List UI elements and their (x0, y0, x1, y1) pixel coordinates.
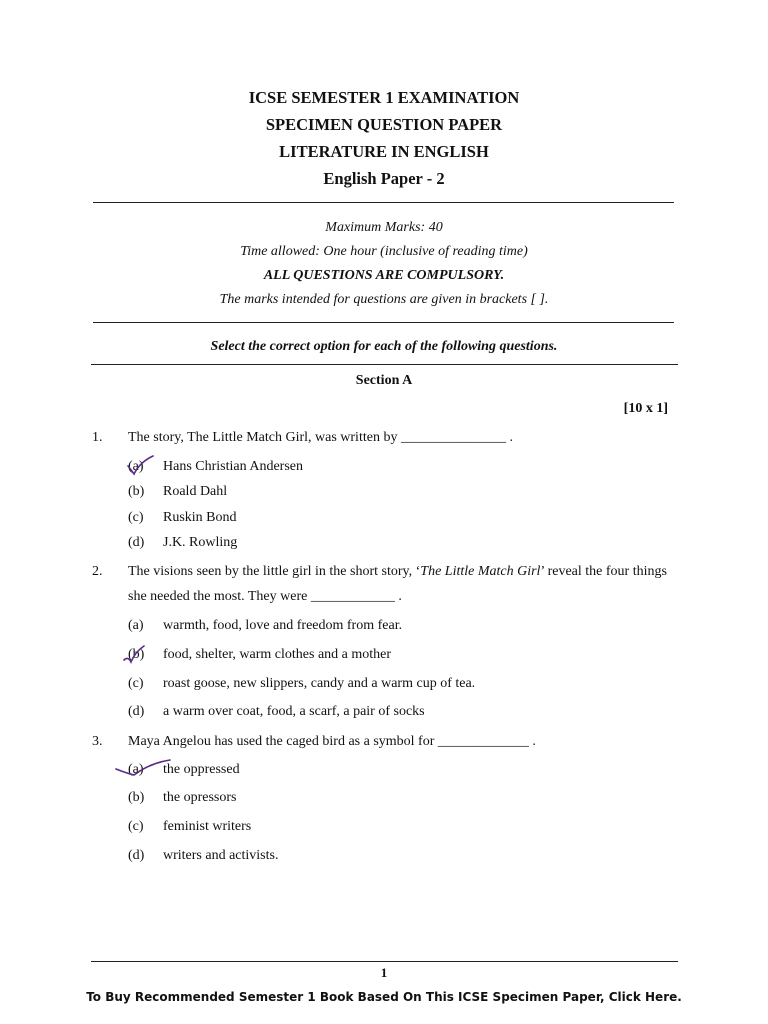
question-number: 1. (92, 430, 103, 445)
option-text: Hans Christian Andersen (163, 459, 303, 474)
option-label: (a) (128, 618, 144, 633)
question-number: 3. (92, 734, 103, 749)
option-text: a warm over coat, food, a scarf, a pair of socks (163, 704, 425, 719)
option-label: (a) (128, 459, 144, 474)
page-number: 1 (380, 965, 388, 980)
max-marks: Maximum Marks: 40 (325, 220, 443, 235)
option-label: (d) (128, 704, 145, 719)
option-label: (b) (128, 647, 145, 662)
divider (93, 202, 674, 203)
paper-number: English Paper - 2 (323, 169, 445, 188)
story-title: The Little Match Girl (420, 564, 541, 579)
exam-title: ICSE SEMESTER 1 EXAMINATION (248, 88, 520, 107)
section-marks: [10 x 1] (623, 401, 668, 416)
section-title: Section A (355, 373, 413, 388)
footer-divider (91, 961, 678, 962)
option-text: feminist writers (163, 819, 252, 834)
compulsory-note: ALL QUESTIONS ARE COMPULSORY. (263, 268, 505, 283)
instruction: Select the correct option for each of the following questions. (210, 339, 558, 354)
option-text: J.K. Rowling (163, 535, 238, 550)
option-text: roast goose, new slippers, candy and a warm cup of tea. (163, 676, 476, 691)
question-number: 2. (92, 564, 103, 579)
option-text: Roald Dahl (163, 484, 228, 499)
divider (93, 322, 674, 323)
question-text: The visions seen by the little girl in the short story, ‘The Little Match Girl’ reveal the four things she needed the most. They were ____________ . (128, 564, 667, 604)
marks-note: The marks intended for questions are given in brackets [ ]. (219, 292, 549, 307)
subject-title: LITERATURE IN ENGLISH (279, 142, 489, 161)
question-text: The story, The Little Match Girl, was written by _______________ . (128, 430, 513, 445)
option-text: food, shelter, warm clothes and a mother (163, 647, 392, 662)
option-label: (d) (128, 535, 145, 550)
divider (91, 364, 678, 365)
option-label: (c) (128, 676, 144, 691)
option-label: (a) (128, 762, 144, 777)
question-text: Maya Angelou has used the caged bird as a symbol for _____________ . (128, 734, 536, 749)
option-text: the opressors (163, 790, 237, 805)
option-label: (d) (128, 848, 145, 863)
option-label: (b) (128, 484, 145, 499)
option-label: (b) (128, 790, 145, 805)
option-text: warmth, food, love and freedom from fear. (163, 618, 403, 633)
option-text: Ruskin Bond (163, 510, 237, 525)
option-text: writers and activists. (163, 848, 279, 863)
paper-type: SPECIMEN QUESTION PAPER (265, 115, 503, 134)
option-label: (c) (128, 819, 144, 834)
buy-book-link[interactable]: To Buy Recommended Semester 1 Book Based On This ICSE Specimen Paper, Click Here. (86, 990, 682, 1004)
option-text: the oppressed (163, 762, 240, 777)
time-allowed: Time allowed: One hour (inclusive of reading time) (240, 244, 528, 259)
option-label: (c) (128, 510, 144, 525)
